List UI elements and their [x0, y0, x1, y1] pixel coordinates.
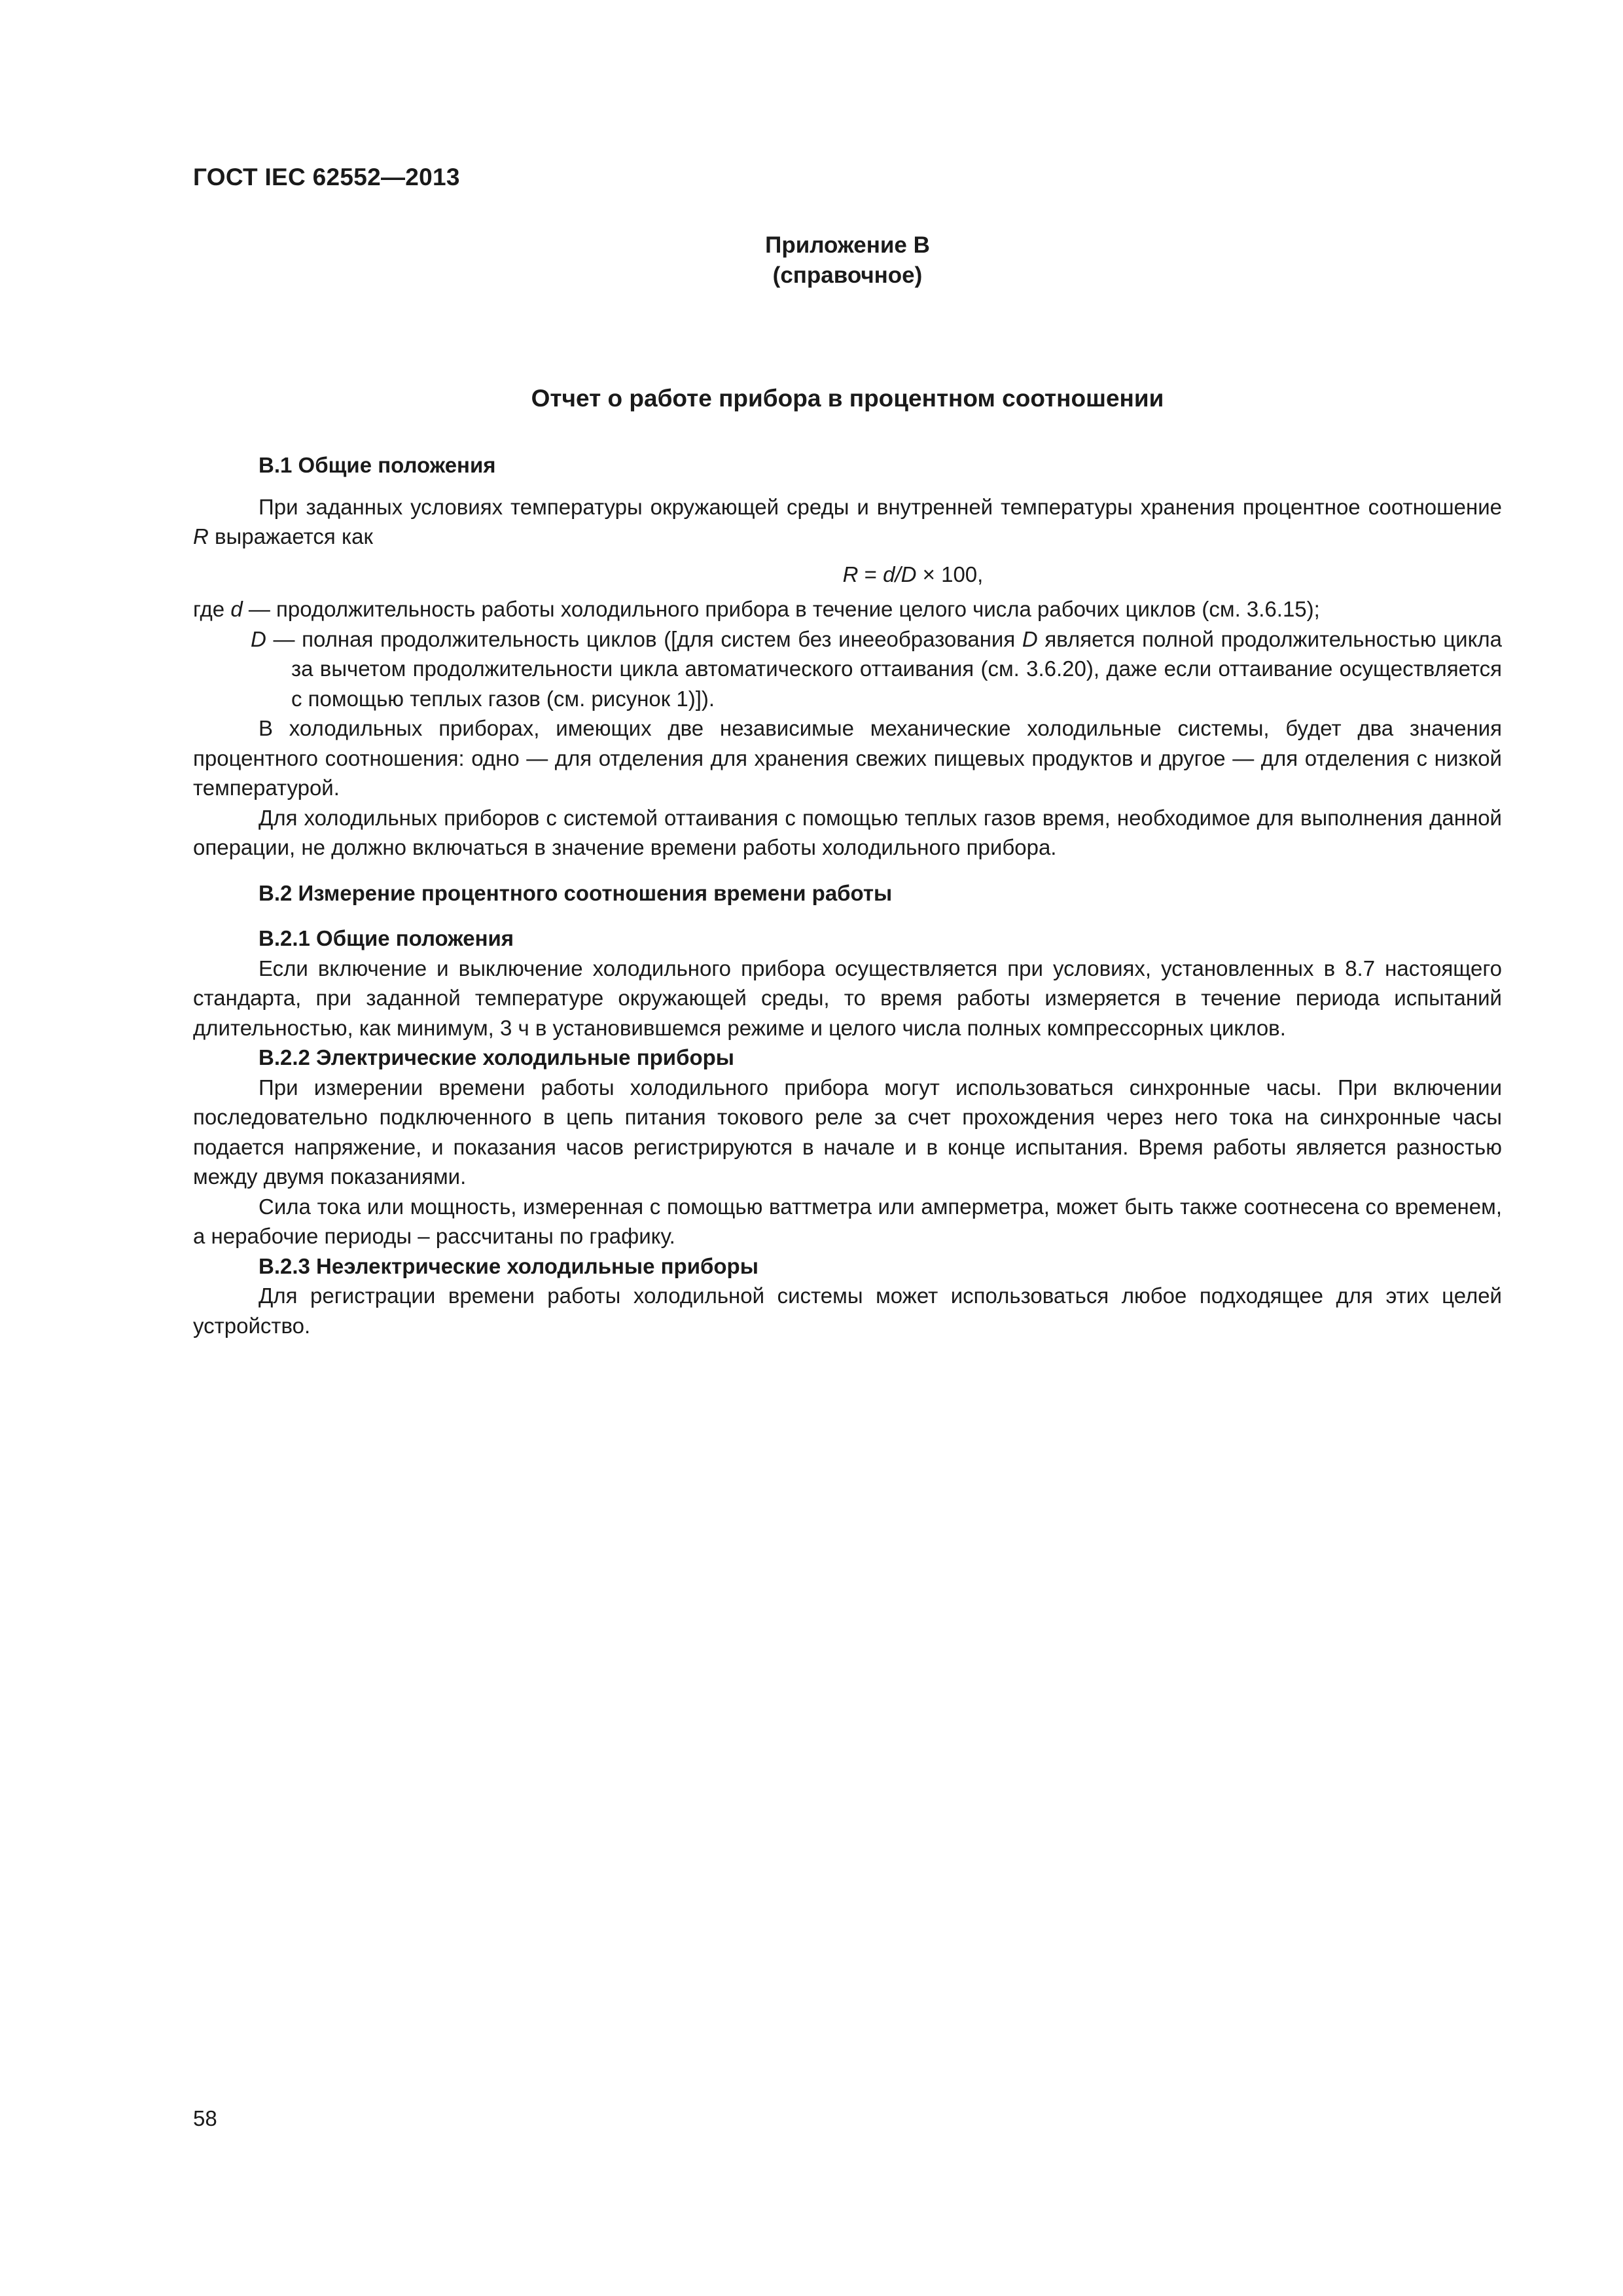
where-D-definition: D — полная продолжительность циклов ([для систем без инееобразования D является полной продолжительностью цикла за вычетом продолжительности цикла автоматического оттаивания (см. 3.6.20), даже если оттаивание осуществляется с помощью теплых газов (см. рисунок 1)]). — [251, 626, 1503, 711]
annex-title: Приложение В — [765, 232, 930, 258]
section-b23-heading: В.2.3 Неэлектрические холодильные приборы — [259, 1253, 758, 1278]
section-b1-paragraph-2: В холодильных приборах, имеющих две независимые механические холодильные системы, будет два значения процентного соотношения: одно — для отделения для хранения свежих пищевых продуктов и другое — для отделения с низкой температурой. — [193, 716, 1502, 800]
annex-title-block — [0, 230, 1623, 291]
section-b21-text: Если включение и выключение холодильного прибора осуществляется при условиях, установленных в 8.7 настоящего стандарта, при заданной температуре окружающей среды, то время работы измеряется в течение периода испытаний длительностью, как минимум, 3 ч в установившемся режиме и целого числа полных компрессорных циклов. — [193, 956, 1502, 1040]
section-b22-text-1: При измерении времени работы холодильного прибора могут использоваться синхронные часы. При включении последовательно подключенного в цепь питания токового реле за счет прохождения через него тока на синхронные часы подается напряжение, и показания часов регистрируются в начале и в конце испытания. Время работы является разностью между двумя показаниями. — [193, 1075, 1502, 1189]
section-b1-intro: При заданных условиях температуры окружающей среды и внутренней температуры хранения процентное соотношение R выражается как — [193, 494, 1502, 548]
page-number: 58 — [193, 2106, 217, 2130]
section-b1-paragraph-3: Для холодильных приборов с системой оттаивания с помощью теплых газов время, необходимое для выполнения данной операции, не должно включаться в значение времени работы холодильного прибора. — [193, 805, 1502, 859]
section-b21-heading: В.2.1 Общие положения — [259, 926, 514, 950]
ratio-formula: R = d/D × 100, — [842, 562, 984, 586]
section-b23-text: Для регистрации времени работы холодильной системы может использоваться любое подходящее для этих целей устройство. — [193, 1283, 1502, 1338]
section-b22-heading: В.2.2 Электрические холодильные приборы — [259, 1045, 734, 1069]
document-body — [193, 450, 1502, 1340]
standard-header: ГОСТ IEC 62552—2013 — [193, 164, 460, 190]
section-b22-text-2: Сила тока или мощность, измеренная с помощью ваттметра или амперметра, может быть также соотнесена со временем, а нерабочие периоды – рассчитаны по графику. — [193, 1194, 1502, 1248]
where-d-definition: где d — продолжительность работы холодильного прибора в течение целого числа рабочих циклов (см. 3.6.15); — [193, 597, 1320, 621]
document-title: Отчет о работе прибора в процентном соотношении — [531, 385, 1164, 412]
annex-status: (справочное) — [772, 262, 923, 288]
section-b1-heading: В.1 Общие положения — [259, 453, 496, 477]
section-b2-heading: В.2 Измерение процентного соотношения времени работы — [259, 880, 893, 905]
variable-r: R — [193, 524, 209, 548]
